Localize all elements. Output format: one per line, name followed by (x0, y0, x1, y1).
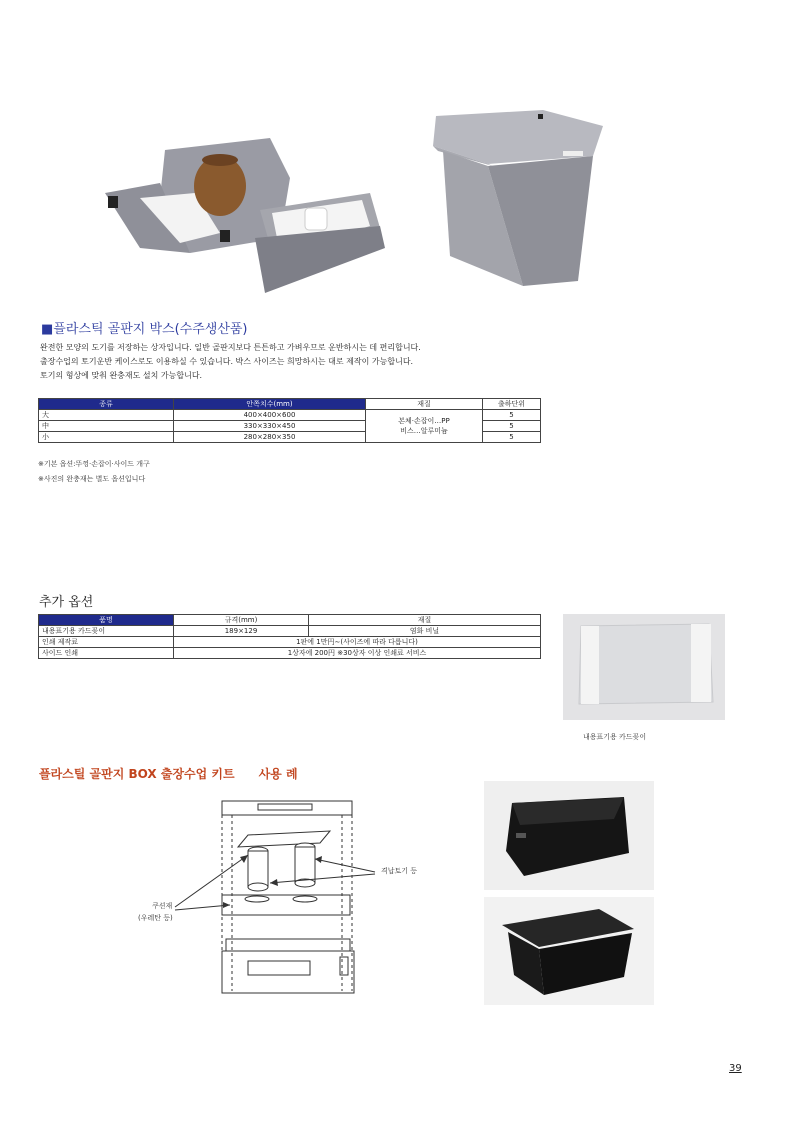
table-row (39, 626, 541, 637)
unit-cell: 5 (483, 421, 541, 432)
black-box-closed-photo (484, 897, 654, 1005)
table-row (39, 637, 541, 648)
type-cell: 大 (39, 410, 174, 421)
table-header: 규격(mm) (174, 615, 309, 626)
table-header: 품명 (39, 615, 174, 626)
cushion-label: 쿠션재 (152, 902, 173, 910)
photo-caption: 내용표기용 카드꽂이 (583, 733, 647, 741)
box-open-photo (100, 138, 385, 298)
section-title: ■플라스틱 골판지 박스(수주생산품) (41, 322, 248, 337)
table-header: 재질 (366, 399, 483, 410)
table-row (39, 648, 541, 659)
material-line: 비스…알루미늄 (400, 427, 448, 435)
description (40, 341, 560, 383)
table-header: 출하단위 (483, 399, 541, 410)
name-cell: 내용표기용 카드꽂이 (39, 626, 174, 637)
pottery-label: 격납토기 등 (381, 867, 418, 875)
type-cell: 小 (39, 432, 174, 443)
description-line: 토기의 형상에 맞춰 완충재도 설치 가능합니다. (40, 371, 203, 380)
description-line: 출장수업의 토기운반 케이스로도 이용하실 수 있습니다. 박스 사이즈는 희망하시는 대로 제작이 가능합니다. (40, 357, 414, 366)
unit-cell: 5 (483, 410, 541, 421)
size-cell: 280×280×350 (174, 432, 366, 443)
kit-diagram (130, 795, 440, 1005)
section-title: 플라스틸 골판지 BOX 출장수업 키트 사용 례 (39, 767, 298, 781)
size-cell: 330×330×450 (174, 421, 366, 432)
name-cell: 인쇄 제작료 (39, 637, 174, 648)
cushion-label: (우레탄 등) (138, 914, 173, 922)
description-line: 완전한 모양의 도기를 저장하는 상자입니다. 일반 골판지보다 튼튼하고 가벼우므로 운반하시는 데 편리합니다. (40, 343, 421, 352)
value-cell: 1판에 1만円∼(사이즈에 따라 다릅니다) (174, 637, 541, 648)
value-cell: 1상자에 200円 ※30상자 이상 인쇄료 서비스 (174, 648, 541, 659)
product-table (38, 398, 541, 443)
note: ※기본 옵션:뚜껑·손잡이·사이드 개구 (38, 460, 150, 468)
material-line: 본체·손잡이…PP (398, 417, 450, 425)
material-cell: 염화 비닐 (309, 626, 541, 637)
option-table (38, 614, 541, 659)
table-row (39, 410, 541, 421)
note: ※사진의 완충재는 별도 옵션입니다 (38, 475, 146, 483)
black-box-open-photo (484, 781, 654, 890)
table-header: 종류 (39, 399, 174, 410)
material-cell (366, 410, 483, 443)
box-closed-photo (428, 106, 608, 291)
size-cell: 400×400×600 (174, 410, 366, 421)
section-title: 추가 옵션 (39, 595, 94, 610)
table-header: 안쪽치수(mm) (174, 399, 366, 410)
table-header: 재질 (309, 615, 541, 626)
type-cell: 中 (39, 421, 174, 432)
unit-cell: 5 (483, 432, 541, 443)
card-holder-photo (563, 614, 725, 720)
spec-cell: 189×129 (174, 626, 309, 637)
name-cell: 사이드 인쇄 (39, 648, 174, 659)
page-number: 39 (729, 1063, 742, 1074)
